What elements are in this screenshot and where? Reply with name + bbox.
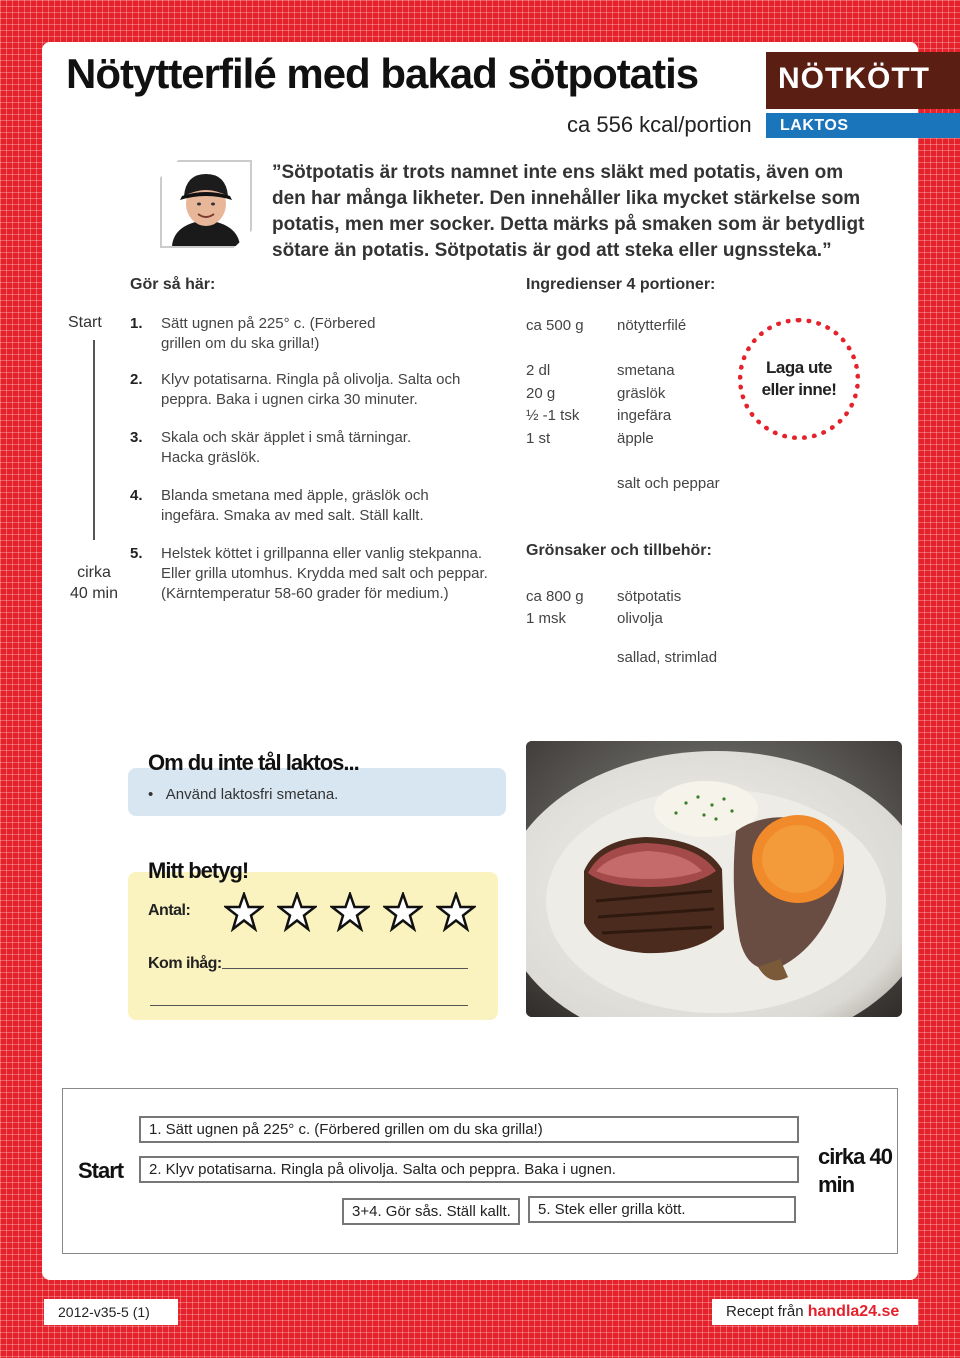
side-name: sötpotatis bbox=[617, 588, 682, 605]
ingredient-amount: 2 dl bbox=[526, 362, 551, 379]
recipe-title: Nötytterfilé med bakad sötpotatis bbox=[66, 50, 699, 97]
ingredient-amount: ca 500 g bbox=[526, 317, 584, 334]
step-text: Skala och skär äpplet i små tärningar. Hacka gräslök. bbox=[161, 429, 412, 466]
side-amount: 1 msk bbox=[526, 610, 567, 627]
side-name: sallad, strimlad bbox=[617, 649, 718, 666]
lactose-tag-badge: LAKTOS bbox=[766, 113, 960, 138]
step-number: 5. bbox=[130, 545, 143, 562]
rating-label: Antal: bbox=[148, 902, 191, 919]
badge-line2: eller inne! bbox=[761, 380, 837, 399]
dish-photo bbox=[526, 741, 902, 1017]
ingredient-name: nötytterfilé bbox=[617, 317, 687, 334]
dish-image bbox=[526, 741, 902, 1017]
timeline-time-line2: 40 min bbox=[69, 585, 119, 602]
summary-step-2: 2. Klyv potatisarna. Ringla på olivolja. Salta och peppra. Baka i ugnen. bbox=[139, 1156, 799, 1183]
rating-star-icon[interactable] bbox=[330, 892, 370, 932]
footer-recipe-code: 2012-v35-5 (1) bbox=[44, 1299, 178, 1325]
summary-step-1: 1. Sätt ugnen på 225° c. (Förbered grillen om du ska grilla!) bbox=[139, 1116, 799, 1143]
step-number: 2. bbox=[130, 371, 143, 388]
intro-quote: ”Sötpotatis är trots namnet inte ens släkt med potatis, även om den har många likheter. Den innehåller lika mycket stärkelse som potatis, men mer socker. Detta märks på smaken som är betydligt sötare än potatis. Sötpotatis är god att steka eller ugnssteka.” bbox=[272, 162, 865, 261]
chef-avatar bbox=[160, 160, 252, 248]
lactose-tip-text: Använd laktosfri smetana. bbox=[165, 786, 339, 803]
remember-line[interactable] bbox=[150, 1005, 468, 1006]
ingredient-name: äpple bbox=[617, 430, 654, 447]
timeline-time-label bbox=[58, 562, 130, 604]
summary-time-label: cirka 40 min bbox=[818, 1144, 892, 1197]
timeline-line bbox=[93, 340, 95, 540]
remember-line[interactable] bbox=[222, 968, 468, 969]
timeline-start-label: Start bbox=[68, 314, 102, 331]
side-amount: ca 800 g bbox=[526, 588, 584, 605]
step-number: 4. bbox=[130, 487, 143, 504]
step-text: Klyv potatisarna. Ringla på olivolja. Salta och peppra. Baka i ugnen cirka 30 minuter. bbox=[161, 371, 461, 408]
ingredient-name: salt och peppar bbox=[617, 475, 720, 492]
step-text: Blanda smetana med äpple, gräslök och ingefära. Smaka av med salt. Ställ kallt. bbox=[161, 487, 429, 524]
step-number: 3. bbox=[130, 429, 143, 446]
summary-step-3-4: 3+4. Gör sås. Ställ kallt. bbox=[342, 1198, 520, 1225]
rating-title: Mitt betyg! bbox=[148, 858, 249, 883]
footer-brand bbox=[712, 1299, 918, 1325]
step-text: Sätt ugnen på 225° c. (Förbered grillen om du ska grilla!) bbox=[161, 315, 376, 352]
rating-star-icon[interactable] bbox=[224, 892, 264, 932]
category-badge: NÖTKÖTT bbox=[766, 52, 960, 109]
remember-label: Kom ihåg: bbox=[148, 955, 222, 972]
cook-outdoors-badge bbox=[738, 318, 860, 440]
rating-star-icon[interactable] bbox=[277, 892, 317, 932]
footer-brand-prefix: Recept från bbox=[726, 1303, 804, 1320]
rating-star-icon[interactable] bbox=[436, 892, 476, 932]
badge-line1: Laga ute bbox=[766, 358, 832, 377]
lactose-tip-title: Om du inte tål laktos... bbox=[148, 750, 359, 775]
step-text: Helstek köttet i grillpanna eller vanlig stekpanna. Eller grilla utomhus. Krydda med salt och peppar. (Kärntemperatur 58-60 grader för medium.) bbox=[161, 545, 488, 602]
handla24-logo[interactable]: handla24.se bbox=[807, 1303, 900, 1320]
ingredient-amount: 20 g bbox=[526, 385, 556, 402]
ingredient-name: gräslök bbox=[617, 385, 666, 402]
ingredients-heading: Ingredienser 4 portioner: bbox=[526, 276, 716, 293]
bullet-icon: • bbox=[148, 786, 166, 803]
kcal-per-portion: ca 556 kcal/portion bbox=[567, 112, 752, 137]
ingredient-name: smetana bbox=[617, 362, 675, 379]
timeline-time-line1: cirka bbox=[77, 564, 111, 581]
method-heading: Gör så här: bbox=[130, 276, 216, 293]
summary-start-label: Start bbox=[78, 1158, 124, 1183]
chef-portrait-image bbox=[162, 162, 250, 246]
side-name: olivolja bbox=[617, 610, 663, 627]
ingredient-amount: ½ -1 tsk bbox=[526, 407, 580, 424]
step-number: 1. bbox=[130, 315, 143, 332]
lactose-tip-item bbox=[148, 786, 338, 803]
sides-heading: Grönsaker och tillbehör: bbox=[526, 542, 712, 559]
ingredient-name: ingefära bbox=[617, 407, 672, 424]
ingredient-amount: 1 st bbox=[526, 430, 551, 447]
summary-step-5: 5. Stek eller grilla kött. bbox=[528, 1196, 796, 1223]
rating-star-icon[interactable] bbox=[383, 892, 423, 932]
